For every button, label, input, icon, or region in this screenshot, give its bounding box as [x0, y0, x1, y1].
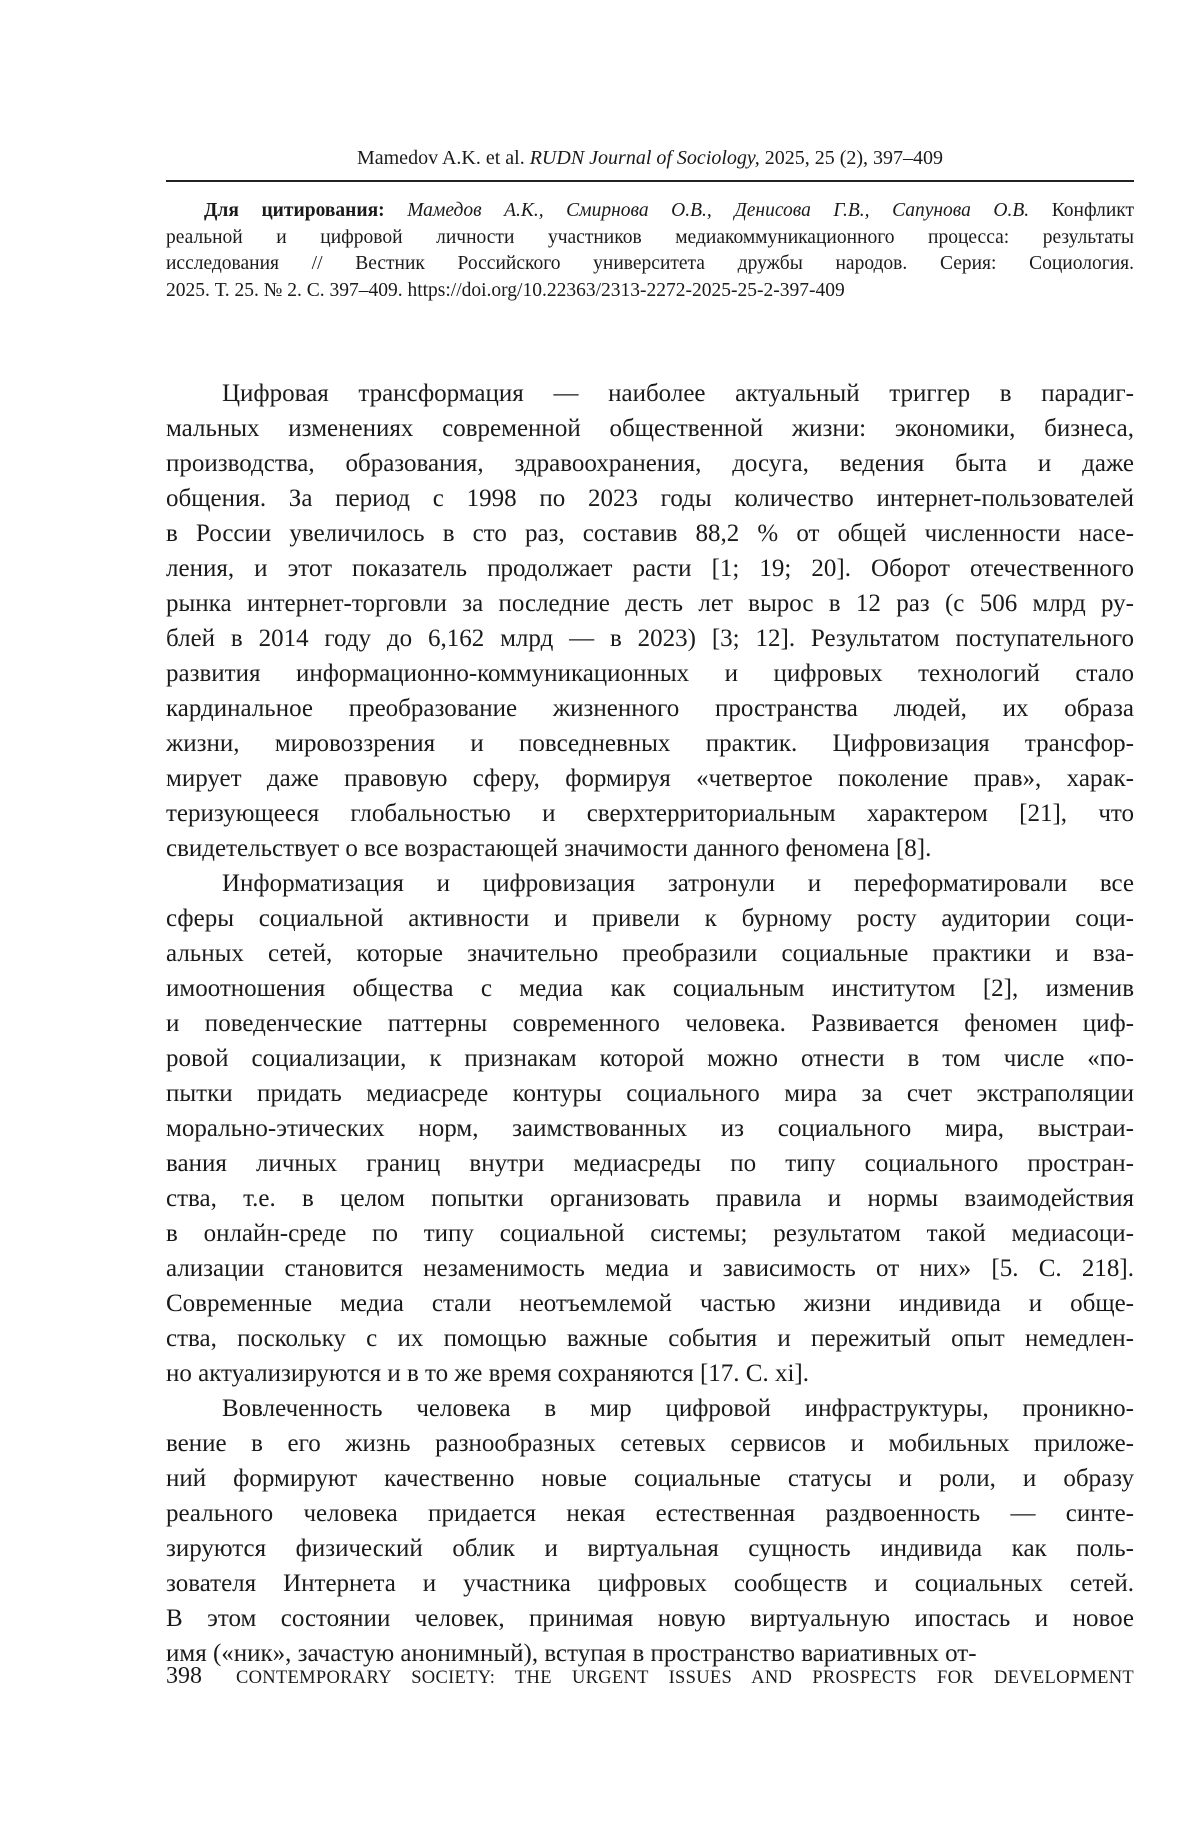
paragraph-line: общения. За период с 1998 по 2023 годы количество интернет-пользователей — [166, 485, 1134, 512]
page-footer — [166, 1662, 1134, 1692]
paragraph-line: имя («ник», зачастую анонимный), вступая в пространство вариативных от- — [166, 1640, 977, 1667]
paragraph-line: блей в 2014 году до 6,162 млрд — в 2023) [3; 12]. Результатом поступательного — [166, 625, 1134, 652]
citation-line — [166, 198, 1134, 225]
citation-label: Для цитирования: — [204, 200, 385, 221]
page-number: 398 — [166, 1663, 202, 1689]
paragraph-line: и поведенческие паттерны современного человека. Развивается феномен циф- — [166, 1010, 1134, 1037]
running-header — [166, 146, 1134, 170]
paragraph-line: развития информационно-коммуникационных и цифровых технологий стало — [166, 660, 1134, 687]
paragraph-line: мирует даже правовую сферу, формируя «четвертое поколение прав», харак- — [166, 765, 1134, 792]
citation-authors: Мамедов А.К., Смирнова О.В., Денисова Г.В., Сапунова О.В. — [407, 200, 1030, 221]
paragraph-line: ний формируют качественно новые социальные статусы и роли, и образу — [166, 1465, 1134, 1492]
paragraph-line: Информатизация и цифровизация затронули и переформатировали все — [222, 870, 1134, 897]
paragraph-line: Вовлеченность человека в мир цифровой инфраструктуры, проникно- — [222, 1395, 1134, 1422]
paragraph-line: ализации становится незаменимость медиа и зависимость от них» [5. С. 218]. — [166, 1255, 1134, 1282]
paragraph-line: сферы социальной активности и привели к бурному росту аудитории соци- — [166, 905, 1134, 932]
citation-title-start: Конфликт — [1051, 200, 1134, 221]
paragraph-line: ления, и этот показатель продолжает расти [1; 19; 20]. Оборот отечественного — [166, 555, 1134, 582]
paragraph-line: кардинальное преобразование жизненного пространства людей, их образа — [166, 695, 1134, 722]
paragraph-line: зируются физический облик и виртуальная сущность индивида как поль- — [166, 1535, 1134, 1562]
paragraph-line: вания личных границ внутри медиасреды по типу социального простран- — [166, 1150, 1134, 1177]
header-issue: 2025, 25 (2), 397–409 — [764, 147, 944, 169]
paragraph-line: ства, поскольку с их помощью важные события и пережитый опыт немедлен- — [166, 1325, 1134, 1352]
header-journal: RUDN Journal of Sociology, — [529, 147, 760, 169]
citation-doi-line: 2025. Т. 25. № 2. С. 397–409. https://doi.org/10.22363/2313-2272-2025-25-2-397-409 — [166, 279, 845, 301]
paragraph-line: Цифровая трансформация — наиболее актуальный триггер в парадиг- — [222, 380, 1134, 407]
paragraph-line: рынка интернет-торговли за последние десть лет вырос в 12 раз (с 506 млрд ру- — [166, 590, 1134, 617]
paragraph-line: пытки придать медиасреде контуры социального мира за счет экстраполяции — [166, 1080, 1134, 1107]
paragraph-line: альных сетей, которые значительно преобразили социальные практики и вза- — [166, 940, 1134, 967]
header-divider — [166, 180, 1134, 182]
paragraph-line: реального человека придается некая естественная раздвоенность — синте- — [166, 1500, 1134, 1527]
paragraph-line: имоотношения общества с медиа как социальным институтом [2], изменив — [166, 975, 1134, 1002]
article-body — [166, 376, 1134, 1671]
header-authors: Mamedov A.K. et al. — [356, 147, 525, 169]
paragraph-line: зователя Интернета и участника цифровых сообществ и социальных сетей. — [166, 1570, 1134, 1597]
paragraph-line: вение в его жизнь разнообразных сетевых сервисов и мобильных приложе- — [166, 1430, 1134, 1457]
paragraph-line: в России увеличилось в сто раз, составив 88,2 % от общей численности насе- — [166, 520, 1134, 547]
paragraph-line: жизни, мировоззрения и повседневных практик. Цифровизация трансфор- — [166, 730, 1134, 757]
citation-line: исследования // Вестник Российского университета дружбы народов. Серия: Социология. — [166, 253, 1134, 274]
citation-line: реальной и цифровой личности участников медиакоммуникационного процесса: результаты — [166, 226, 1134, 248]
paragraph-line: ства, т.е. в целом попытки организовать правила и нормы взаимодействия — [166, 1185, 1134, 1212]
paragraph-line: но актуализируются и в то же время сохраняются [17. С. xi]. — [166, 1360, 810, 1387]
paragraph-line: мальных изменениях современной общественной жизни: экономики, бизнеса, — [166, 415, 1134, 442]
journal-page — [166, 0, 1134, 1834]
paragraph-line: свидетельствует о все возрастающей значимости данного феномена [8]. — [166, 835, 932, 862]
paragraph-line: производства, образования, здравоохранения, досуга, ведения быта и даже — [166, 450, 1134, 477]
paragraph-line: морально-этических норм, заимствованных из социального мира, выстраи- — [166, 1115, 1134, 1142]
paragraph-line: Современные медиа стали неотъемлемой частью жизни индивида и обще- — [166, 1290, 1134, 1317]
section-title: CONTEMPORARY SOCIETY: THE URGENT ISSUES AND PROSPECTS FOR DEVELOPMENT — [236, 1668, 1134, 1688]
paragraph-line: теризующееся глобальностью и сверхтерриториальным характером [21], что — [166, 800, 1134, 827]
paragraph-line: в онлайн-среде по типу социальной системы; результатом такой медиасоци- — [166, 1220, 1134, 1247]
paragraph-line: В этом состоянии человек, принимая новую виртуальную ипостась и новое — [166, 1605, 1134, 1632]
citation-block — [166, 198, 1134, 304]
paragraph-line: ровой социализации, к признакам которой можно отнести в том числе «по- — [166, 1045, 1134, 1072]
